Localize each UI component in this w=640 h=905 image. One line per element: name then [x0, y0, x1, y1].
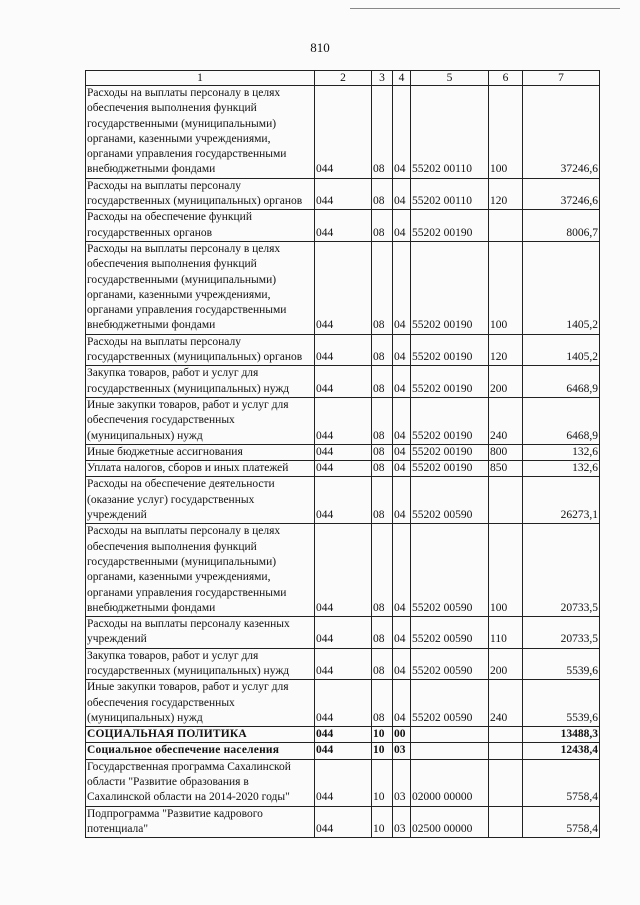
column-header: 4 — [393, 71, 411, 86]
row-rz-cell: 08 — [372, 86, 393, 179]
row-vr-cell — [489, 210, 523, 242]
row-sum-cell: 37246,6 — [523, 86, 600, 179]
row-pr-cell: 04 — [393, 444, 411, 460]
table-row — [86, 461, 600, 477]
column-header: 3 — [372, 71, 393, 86]
row-name-cell: Расходы на выплаты персоналу государственных (муниципальных) органов — [86, 334, 315, 366]
table-header-row — [86, 71, 600, 86]
row-name-cell: Иные закупки товаров, работ и услуг для обеспечения государственных (муниципальных) нужд — [86, 680, 315, 727]
row-name-cell: Расходы на выплаты персоналу в целях обеспечения выполнения функций государственными (муниципальными) органами, казенными учреждениями, органами управления государственными внебюджетными фондами — [86, 524, 315, 617]
row-csr-cell: 55202 00590 — [411, 648, 489, 680]
row-ved-cell: 044 — [315, 617, 372, 649]
row-pr-cell: 04 — [393, 461, 411, 477]
table-row — [86, 759, 600, 806]
row-name-cell: Социальное обеспечение населения — [86, 743, 315, 759]
table-row — [86, 477, 600, 524]
row-name-cell: Иные бюджетные ассигнования — [86, 444, 315, 460]
row-pr-cell: 04 — [393, 210, 411, 242]
row-name-cell: Расходы на обеспечение деятельности (оказание услуг) государственных учреждений — [86, 477, 315, 524]
row-ved-cell: 044 — [315, 461, 372, 477]
row-ved-cell: 044 — [315, 210, 372, 242]
column-header: 2 — [315, 71, 372, 86]
row-ved-cell: 044 — [315, 477, 372, 524]
row-rz-cell: 08 — [372, 210, 393, 242]
table-row — [86, 366, 600, 398]
row-vr-cell: 100 — [489, 241, 523, 334]
row-ved-cell: 044 — [315, 397, 372, 444]
row-name-cell: Расходы на обеспечение функций государственных органов — [86, 210, 315, 242]
row-sum-cell: 132,6 — [523, 461, 600, 477]
row-ved-cell: 044 — [315, 648, 372, 680]
row-vr-cell: 240 — [489, 680, 523, 727]
table-row — [86, 178, 600, 210]
row-sum-cell: 37246,6 — [523, 178, 600, 210]
row-rz-cell: 08 — [372, 524, 393, 617]
row-name-cell: Государственная программа Сахалинской области "Развитие образования в Сахалинской области на 2014-2020 годы" — [86, 759, 315, 806]
row-sum-cell: 5758,4 — [523, 806, 600, 838]
row-vr-cell: 240 — [489, 397, 523, 444]
row-pr-cell: 04 — [393, 366, 411, 398]
row-name-cell: Уплата налогов, сборов и иных платежей — [86, 461, 315, 477]
row-vr-cell — [489, 743, 523, 759]
row-name-cell: Закупка товаров, работ и услуг для государственных (муниципальных) нужд — [86, 648, 315, 680]
row-pr-cell: 04 — [393, 680, 411, 727]
row-csr-cell: 55202 00190 — [411, 461, 489, 477]
table-row — [86, 241, 600, 334]
table-row — [86, 727, 600, 743]
row-pr-cell: 04 — [393, 178, 411, 210]
row-vr-cell: 110 — [489, 617, 523, 649]
row-rz-cell: 08 — [372, 397, 393, 444]
table-row — [86, 397, 600, 444]
row-rz-cell: 08 — [372, 241, 393, 334]
page-number: 810 — [310, 40, 330, 55]
row-name-cell: Расходы на выплаты персоналу государственных (муниципальных) органов — [86, 178, 315, 210]
row-sum-cell: 8006,7 — [523, 210, 600, 242]
row-rz-cell: 10 — [372, 743, 393, 759]
row-sum-cell: 132,6 — [523, 444, 600, 460]
column-header: 7 — [523, 71, 600, 86]
row-pr-cell: 03 — [393, 743, 411, 759]
row-ved-cell: 044 — [315, 86, 372, 179]
row-csr-cell — [411, 743, 489, 759]
row-rz-cell: 10 — [372, 727, 393, 743]
row-rz-cell: 08 — [372, 444, 393, 460]
table-row — [86, 806, 600, 838]
row-ved-cell: 044 — [315, 727, 372, 743]
table-row — [86, 334, 600, 366]
row-pr-cell: 00 — [393, 727, 411, 743]
row-csr-cell: 55202 00190 — [411, 444, 489, 460]
row-rz-cell: 08 — [372, 648, 393, 680]
row-rz-cell: 08 — [372, 680, 393, 727]
row-pr-cell: 04 — [393, 334, 411, 366]
row-sum-cell: 1405,2 — [523, 334, 600, 366]
row-ved-cell: 044 — [315, 178, 372, 210]
row-pr-cell: 04 — [393, 524, 411, 617]
table-row — [86, 648, 600, 680]
row-ved-cell: 044 — [315, 241, 372, 334]
row-ved-cell: 044 — [315, 806, 372, 838]
row-name-cell: Расходы на выплаты персоналу в целях обеспечения выполнения функций государственными (муниципальными) органами, казенными учреждениями, органами управления государственными внебюджетными фондами — [86, 86, 315, 179]
row-csr-cell: 02500 00000 — [411, 806, 489, 838]
row-pr-cell: 04 — [393, 397, 411, 444]
row-pr-cell: 04 — [393, 648, 411, 680]
row-csr-cell: 55202 00590 — [411, 617, 489, 649]
row-vr-cell: 120 — [489, 178, 523, 210]
row-rz-cell: 10 — [372, 759, 393, 806]
column-header: 6 — [489, 71, 523, 86]
row-vr-cell: 850 — [489, 461, 523, 477]
row-ved-cell: 044 — [315, 366, 372, 398]
row-vr-cell — [489, 806, 523, 838]
row-csr-cell: 55202 00190 — [411, 334, 489, 366]
table-row — [86, 86, 600, 179]
row-ved-cell: 044 — [315, 334, 372, 366]
row-rz-cell: 08 — [372, 366, 393, 398]
row-vr-cell — [489, 759, 523, 806]
row-sum-cell: 20733,5 — [523, 617, 600, 649]
row-sum-cell: 6468,9 — [523, 397, 600, 444]
row-csr-cell: 55202 00190 — [411, 241, 489, 334]
column-header: 1 — [86, 71, 315, 86]
row-rz-cell: 08 — [372, 461, 393, 477]
row-vr-cell: 100 — [489, 524, 523, 617]
row-ved-cell: 044 — [315, 524, 372, 617]
row-sum-cell: 5539,6 — [523, 648, 600, 680]
row-pr-cell: 04 — [393, 86, 411, 179]
row-sum-cell: 13488,3 — [523, 727, 600, 743]
row-name-cell: Расходы на выплаты персоналу в целях обеспечения выполнения функций государственными (муниципальными) органами, казенными учреждениями, органами управления государственными внебюджетными фондами — [86, 241, 315, 334]
row-pr-cell: 04 — [393, 477, 411, 524]
table-row — [86, 524, 600, 617]
row-csr-cell: 55202 00190 — [411, 210, 489, 242]
row-name-cell: Подпрограмма "Развитие кадрового потенциала" — [86, 806, 315, 838]
row-vr-cell — [489, 727, 523, 743]
row-vr-cell: 120 — [489, 334, 523, 366]
row-name-cell: Расходы на выплаты персоналу казенных учреждений — [86, 617, 315, 649]
table-row — [86, 617, 600, 649]
table-row — [86, 680, 600, 727]
row-pr-cell: 03 — [393, 759, 411, 806]
row-vr-cell: 200 — [489, 366, 523, 398]
row-pr-cell: 04 — [393, 241, 411, 334]
row-sum-cell: 1405,2 — [523, 241, 600, 334]
row-name-cell: СОЦИАЛЬНАЯ ПОЛИТИКА — [86, 727, 315, 743]
table-row — [86, 444, 600, 460]
table-row — [86, 210, 600, 242]
top-rule — [350, 8, 620, 9]
row-name-cell: Иные закупки товаров, работ и услуг для обеспечения государственных (муниципальных) нужд — [86, 397, 315, 444]
row-pr-cell: 03 — [393, 806, 411, 838]
row-csr-cell: 55202 00590 — [411, 680, 489, 727]
row-vr-cell: 100 — [489, 86, 523, 179]
row-ved-cell: 044 — [315, 759, 372, 806]
row-csr-cell: 55202 00590 — [411, 524, 489, 617]
row-vr-cell: 200 — [489, 648, 523, 680]
row-csr-cell: 55202 00190 — [411, 366, 489, 398]
table-row — [86, 743, 600, 759]
row-rz-cell: 10 — [372, 806, 393, 838]
row-csr-cell: 55202 00590 — [411, 477, 489, 524]
row-rz-cell: 08 — [372, 617, 393, 649]
row-ved-cell: 044 — [315, 743, 372, 759]
row-sum-cell: 12438,4 — [523, 743, 600, 759]
row-vr-cell — [489, 477, 523, 524]
row-csr-cell: 55202 00190 — [411, 397, 489, 444]
row-rz-cell: 08 — [372, 334, 393, 366]
budget-table — [85, 70, 600, 838]
row-rz-cell: 08 — [372, 477, 393, 524]
row-sum-cell: 5539,6 — [523, 680, 600, 727]
row-vr-cell: 800 — [489, 444, 523, 460]
row-rz-cell: 08 — [372, 178, 393, 210]
row-sum-cell: 5758,4 — [523, 759, 600, 806]
row-ved-cell: 044 — [315, 680, 372, 727]
row-name-cell: Закупка товаров, работ и услуг для государственных (муниципальных) нужд — [86, 366, 315, 398]
row-sum-cell: 6468,9 — [523, 366, 600, 398]
row-sum-cell: 26273,1 — [523, 477, 600, 524]
row-csr-cell: 55202 00110 — [411, 86, 489, 179]
row-csr-cell — [411, 727, 489, 743]
row-ved-cell: 044 — [315, 444, 372, 460]
column-header: 5 — [411, 71, 489, 86]
row-csr-cell: 55202 00110 — [411, 178, 489, 210]
row-pr-cell: 04 — [393, 617, 411, 649]
row-sum-cell: 20733,5 — [523, 524, 600, 617]
row-csr-cell: 02000 00000 — [411, 759, 489, 806]
